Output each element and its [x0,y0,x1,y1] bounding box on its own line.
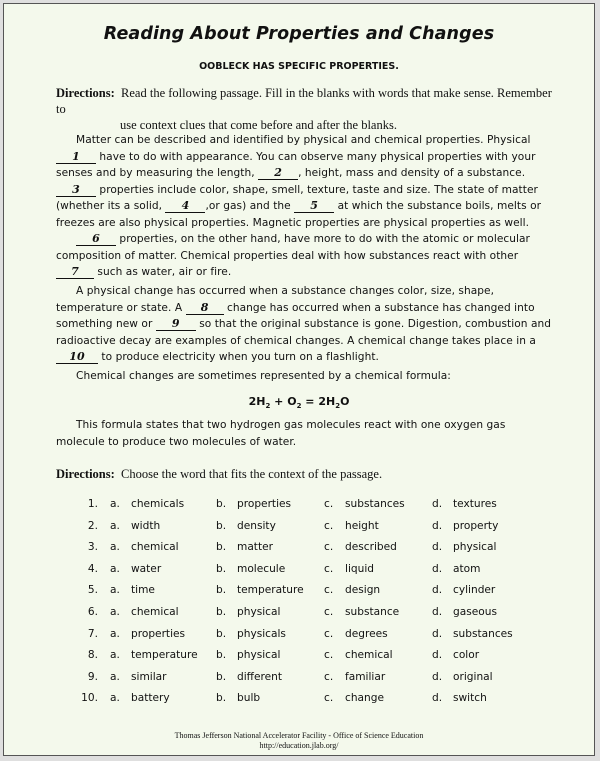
blank-6: 6 [76,233,116,246]
question-number: 6. [87,606,98,618]
option-c[interactable]: design [345,584,381,597]
option-letter-a: a. [110,562,120,575]
p1-text-3: , height, mass and density of a substance. [298,167,526,179]
p1-text-1: Matter can be described and identified by physical and chemical properties. Physical [76,134,531,146]
directions-line-2: use context clues that come before and after the blanks. [120,118,397,132]
worksheet [3,3,595,756]
p1-text-6: at which the substance boils, melts or freezes are also physical properties. Magnetic properties are physical properties as well. [56,200,542,229]
p1-text-5: ,or gas) and the [205,200,295,212]
p3-text-3: so that the original substance is gone. Digestion, combustion and radioactive decay are examples of chemical changes. A chemical change takes place in a [56,318,552,347]
formula-sub-2: 2 [296,402,302,411]
option-letter-d: d. [432,584,443,597]
question-row [80,649,540,665]
question-row [80,541,540,557]
option-letter-c: c. [324,519,334,532]
directions-block [56,85,556,133]
question-number: 8. [87,649,98,662]
option-letter-a: a. [110,584,120,597]
option-d[interactable]: property [453,519,499,532]
directions-line-1 [56,85,556,117]
formula-part-1: 2H [248,395,266,408]
blank-3: 3 [56,184,96,197]
option-a[interactable]: chemical [131,541,179,554]
option-a[interactable]: chemical [131,606,179,618]
blank-10: 10 [56,351,98,364]
option-b[interactable]: properties [237,498,292,510]
option-d[interactable]: original [453,670,493,683]
p2-text-2: such as water, air or fire. [94,266,232,278]
option-b[interactable]: temperature [237,584,304,597]
question-row [80,671,540,687]
option-a[interactable]: battery [131,692,170,705]
option-b[interactable]: molecule [237,562,286,575]
question-number: 4. [87,562,98,575]
option-letter-a: a. [110,498,120,510]
question-row [80,498,540,514]
question-number: 2. [87,519,98,532]
option-c[interactable]: liquid [345,562,374,575]
option-letter-b: b. [216,541,227,554]
option-letter-a: a. [110,670,120,683]
question-row [80,584,540,600]
option-d[interactable]: switch [453,692,487,705]
option-letter-c: c. [324,627,334,640]
option-a[interactable]: temperature [131,649,198,662]
option-d[interactable]: cylinder [453,584,496,597]
option-letter-d: d. [432,692,443,705]
option-letter-d: d. [432,519,443,532]
option-c[interactable]: chemical [345,649,393,662]
option-a[interactable]: chemicals [131,498,185,510]
page-title: Reading About Properties and Changes [103,24,495,44]
option-letter-b: b. [216,670,227,683]
option-d[interactable]: gaseous [453,606,497,618]
question-number: 7. [87,627,98,640]
option-letter-c: c. [324,541,334,554]
option-letter-b: b. [216,692,227,705]
directions-text-2: Choose the word that fits the context of the passage. [121,467,383,481]
option-c[interactable]: described [345,541,397,554]
option-letter-c: c. [324,670,334,683]
option-letter-b: b. [216,562,227,575]
footer-line-1: Thomas Jefferson National Accelerator Facility - Office of Science Education [174,731,424,740]
option-letter-c: c. [324,606,334,618]
option-letter-a: a. [110,692,120,705]
option-b[interactable]: bulb [237,692,261,705]
option-letter-b: b. [216,519,227,532]
directions-text-1: Read the following passage. Fill in the blanks with words that make sense. Remember to [56,86,552,116]
p3-text-4: to produce electricity when you turn on a flashlight. [98,351,379,363]
option-b[interactable]: physical [237,606,281,618]
blank-8: 8 [186,302,224,315]
formula-part-3: = 2H [301,395,336,408]
blank-5: 5 [294,200,334,213]
option-letter-a: a. [110,519,120,532]
option-c[interactable]: height [345,519,379,532]
option-a[interactable]: width [131,519,161,532]
option-letter-b: b. [216,649,227,662]
p2-text-1: properties, on the other hand, have more to do with the atomic or molecular composition of matter. Chemical properties deal with how substances react with other [56,233,530,262]
page-subtitle: OOBLECK HAS SPECIFIC PROPERTIES. [199,61,399,72]
question-row [80,628,540,644]
option-b[interactable]: matter [237,541,273,554]
option-c[interactable]: degrees [345,627,388,640]
option-letter-b: b. [216,627,227,640]
directions-label-2: Directions: [56,467,115,481]
question-number: 1. [87,498,98,510]
option-letter-a: a. [110,606,120,618]
option-letter-c: c. [324,562,334,575]
paragraph-5: This formula states that two hydrogen gas molecules react with one oxygen gas molecule to produce two molecules of water. [56,419,506,448]
formula-sub-1: 2 [265,402,271,411]
option-letter-a: a. [110,649,120,662]
option-b[interactable]: density [237,519,276,532]
option-c[interactable]: familiar [345,670,386,683]
option-letter-d: d. [432,562,443,575]
option-c[interactable]: substances [345,498,405,510]
option-letter-b: b. [216,498,227,510]
question-row [80,520,540,536]
blank-4: 4 [165,200,205,213]
option-d[interactable]: physical [453,541,497,554]
paragraph-3 [56,283,554,366]
option-letter-a: a. [110,541,120,554]
p3-text-2: change has occurred when a substance has changed into something new or [56,301,535,330]
option-letter-d: d. [432,627,443,640]
option-letter-d: d. [432,670,443,683]
question-row [80,692,540,708]
option-letter-d: d. [432,649,443,662]
option-b[interactable]: physical [237,649,281,662]
option-a[interactable]: similar [131,670,167,683]
option-letter-c: c. [324,498,334,510]
question-number: 10. [81,692,98,705]
option-a[interactable]: water [131,562,162,575]
paragraph-1 [56,132,554,231]
blank-1: 1 [56,151,96,164]
option-letter-c: c. [324,649,334,662]
question-row [80,606,540,622]
question-number: 5. [87,584,98,597]
chemical-formula [4,395,594,410]
formula-part-2: + O [270,395,297,408]
paragraph-2 [56,231,554,281]
formula-part-4: O [340,395,350,408]
option-letter-d: d. [432,541,443,554]
option-letter-b: b. [216,584,227,597]
question-row [80,563,540,579]
question-number: 9. [87,670,98,683]
option-letter-d: d. [432,606,443,618]
blank-7: 7 [56,266,94,279]
blank-9: 9 [156,318,196,331]
option-letter-b: b. [216,606,227,618]
p1-text-2: have to do with appearance. You can observe many physical properties with your senses and by measuring the length, [56,150,536,179]
option-a[interactable]: time [131,584,155,597]
formula-sub-3: 2 [335,402,341,411]
p1-text-4: properties include color, shape, smell, texture, taste and size. The state of matter (whether its a solid, [56,183,538,212]
option-c[interactable]: change [345,692,384,705]
option-d[interactable]: atom [453,562,481,575]
option-b[interactable]: different [237,670,282,683]
option-d[interactable]: textures [453,498,497,510]
paragraph-4: Chemical changes are sometimes represented by a chemical formula: [76,370,451,382]
question-number: 3. [87,541,98,554]
footer [4,731,594,751]
option-letter-c: c. [324,584,334,597]
option-c[interactable]: substance [345,606,400,618]
option-a[interactable]: properties [131,627,186,640]
p3-text-1: A physical change has occurred when a substance changes color, size, shape, temperature or state. A [56,285,495,314]
option-b[interactable]: physicals [237,627,286,640]
option-letter-c: c. [324,692,334,705]
option-d[interactable]: substances [453,627,513,640]
option-letter-d: d. [432,498,443,510]
footer-line-2: http://education.jlab.org/ [259,741,339,750]
blank-2: 2 [258,167,298,180]
directions-block-2 [56,466,556,482]
option-d[interactable]: color [453,649,480,662]
directions-label: Directions: [56,86,115,100]
option-letter-a: a. [110,627,120,640]
